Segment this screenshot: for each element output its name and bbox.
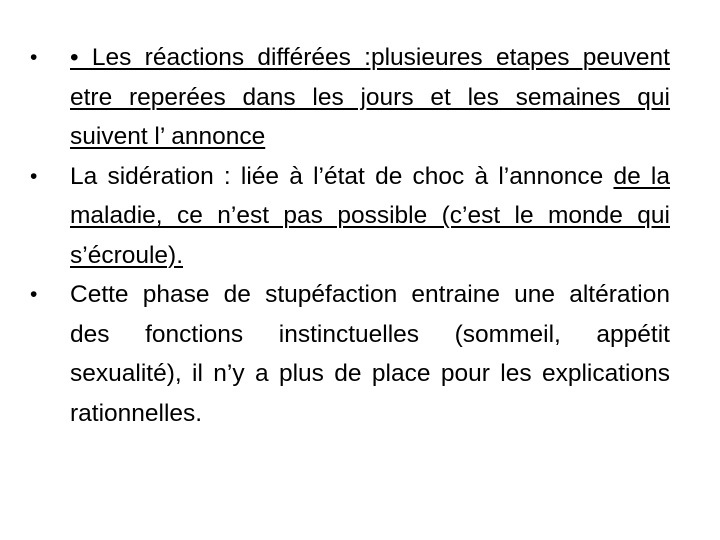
bullet-text: Cette phase de stupéfaction entraine une altération des fonctions instinctuelles (sommeil, appétit sexualité), il n’y a plus de place pour les explications rationnelles. (70, 281, 670, 427)
bullet-item-delayed-reactions (30, 38, 670, 157)
bullet-text-underlined: de la maladie, ce n’est pas possible (c’est le monde qui s’écroule). (70, 162, 670, 269)
bullet-item-stupefaction (30, 275, 670, 433)
bullet-item-sideration (30, 157, 670, 276)
bullet-marker: • (30, 46, 38, 69)
bullet-list (30, 38, 670, 433)
bullet-text: • Les réactions différées :plusieures etapes peuvent etre reperées dans les jours et les semaines qui suivent l’ annonce (70, 44, 670, 150)
bullet-marker: • (30, 164, 38, 188)
bullet-text-plain: La sidération : liée à l’état de choc à l’annonce (70, 162, 614, 190)
bullet-marker: • (30, 283, 38, 306)
